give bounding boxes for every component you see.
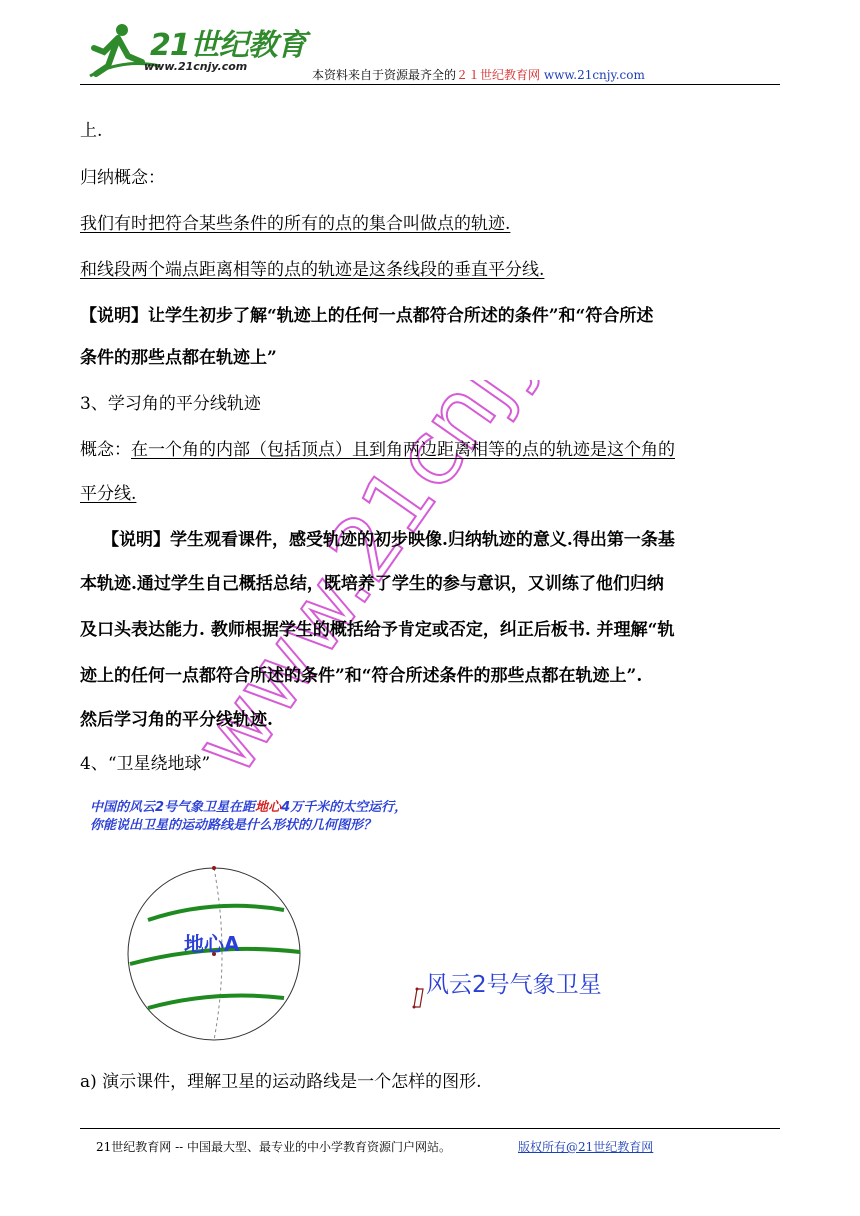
section-3-heading: 3、学习角的平分线轨迹: [80, 394, 261, 414]
caption-part-a: 中国的风云2号气象卫星在距: [90, 800, 256, 815]
note-paragraph-2-line-1: 【说明】学生观看课件，感受轨迹的初步映像.归纳轨迹的意义.得出第一条基: [102, 530, 675, 550]
footer-divider: [80, 1128, 780, 1129]
note-paragraph-2-line-3: 及口头表达能力. 教师根据学生的概括给予肯定或否定，纠正后板书. 并理解“轨: [80, 620, 675, 640]
caption-highlight: 地心: [255, 800, 282, 815]
satellite-label: 风云2号气象卫星: [426, 972, 602, 998]
footer-description: 21世纪教育网 -- 中国最大型、最专业的中小学教育资源门户网站。: [96, 1140, 452, 1154]
angle-bisector-concept-end: 平分线.: [80, 484, 137, 504]
note-paragraph-1-line-1: 【说明】让学生初步了解“轨迹上的任何一点都符合所述的条件”和“符合所述: [80, 306, 654, 326]
satellite-icon: [412, 986, 428, 1010]
note-paragraph-2-line-4: 迹上的任何一点都符合所述的条件”和“符合所述条件的那些点都在轨迹上”.: [80, 666, 643, 686]
header-source-note: [312, 66, 645, 83]
concept-prefix: 概念：: [80, 440, 131, 460]
angle-bisector-concept: [80, 435, 675, 460]
slide-caption-line-1: [90, 796, 407, 815]
perpendicular-bisector-locus: 和线段两个端点距离相等的点的轨迹是这条线段的垂直平分线.: [80, 260, 545, 280]
footer-copyright-link[interactable]: 版权所有@21世纪教育网: [518, 1140, 654, 1154]
source-prefix: 本资料来自于资源最齐全的: [312, 68, 457, 82]
source-site[interactable]: ２１世纪教育网: [456, 68, 541, 82]
earth-center-label: 地心A: [184, 932, 240, 956]
locus-definition: 我们有时把符合某些条件的所有的点的集合叫做点的轨迹.: [80, 214, 511, 234]
item-a: a) 演示课件，理解卫星的运动路线是一个怎样的图形.: [80, 1072, 482, 1092]
line-continuation: 上.: [80, 121, 103, 141]
slide-caption-line-2: 你能说出卫星的运动路线是什么形状的几何图形？: [90, 818, 377, 833]
svg-text:www.21cnjy.com: www.21cnjy.com: [200, 380, 640, 793]
section-4-heading: 4、“卫星绕地球”: [80, 754, 211, 774]
concept-text: 在一个角的内部（包括顶点）且到角两边距离相等的点的轨迹是这个角的: [131, 440, 675, 460]
caption-part-b: 4万千米的太空运行，: [281, 800, 408, 815]
header-divider: [80, 84, 780, 85]
note-paragraph-2-line-2: 本轨迹.通过学生自己概括总结，既培养了学生的参与意识，又训练了他们归纳: [80, 574, 664, 594]
note-paragraph-2-line-5: 然后学习角的平分线轨迹.: [80, 710, 273, 730]
earth-globe-diagram: [120, 860, 320, 1060]
source-url[interactable]: www.21cnjy.com: [543, 68, 645, 82]
note-paragraph-1-line-2: 条件的那些点都在轨迹上”: [80, 348, 277, 368]
logo-url: www.21cnjy.com: [144, 60, 248, 73]
induce-concept-heading: 归纳概念：: [80, 168, 165, 188]
logo-wordmark: 21世纪教育: [150, 28, 306, 63]
